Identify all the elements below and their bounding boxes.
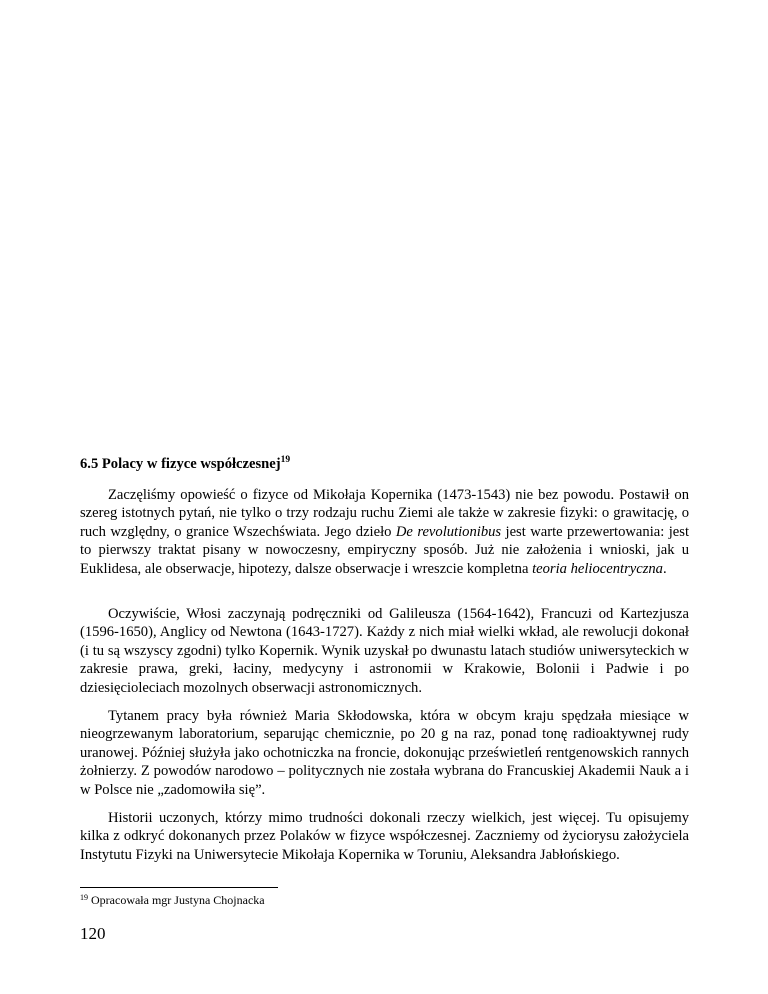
paragraph-text: Zaczęliśmy opowieść o fizyce od Mikołaja Kopernika (1473-1543) nie bez powodu. Postawił on szereg istotnych pytań, nie tylko o trzy rodzaju ruchu Ziemi ale także w zakresie fizyki: o grawitację, o ruch względny, o granice Wszechświata. Jego dzieło [80,487,689,540]
page-number: 120 [80,924,106,943]
section-heading-text: 6.5 Polacy w fizyce współczesnej [80,456,281,472]
footnote-divider [80,887,278,888]
italic-book-title: De revolutionibus [395,523,502,540]
paragraph-history: Historii uczonych, którzy mimo trudności dokonali rzeczy wielkich, jest więcej. Tu opisujemy kilka z odkryć dokonanych przez Polaków w fizyce współczesnej. Zaczniemy od życiorysu założyciela Instytutu Fizyki na Uniwersytecie Mikołaja Kopernika w Toruniu, Aleksandra Jabłońskiego. [80,810,689,863]
paragraph-copernicus [80,486,689,578]
paragraph-text: jest warte przewertowania: jest to pierwszy traktat pisany w nowoczesny, empiryczny sposób. Już nie założenia i wnioski, jak u Euklidesa, ale obserwacje, hipotezy, dalsze obserwacje i wreszcie kompletna [80,523,689,577]
footnote [80,893,265,908]
italic-theory-name: teoria heliocentryczna [532,560,663,577]
section-heading [80,456,290,473]
footnote-number: 19 [80,893,88,902]
paragraph-text: . [662,560,667,577]
paragraph-revolution: Oczywiście, Włosi zaczynają podręczniki od Galileusza (1564-1642), Francuzi od Kartezjusza (1596-1650), Anglicy od Newtona (1643-1727). Każdy z nich miał wielki wkład, ale rewolucji dokonał (i tu są wszyscy zgodni) tylko Kopernik. Wynik uzyskał po dwunastu latach studiów uniwersyteckich w zakresie prawa, greki, łaciny, medycyny i astronomii w Krakowie, Bolonii i Padwie i po dziesięcioleciach mozolnych obserwacji astronomicznych. [80,606,689,696]
footnote-text: Opracowała mgr Justyna Chojnacka [91,893,265,907]
paragraph-sklodowska: Tytanem pracy była również Maria Skłodowska, która w obcym kraju spędzała miesiące w nieogrzewanym laboratorium, separując chemicznie, po 20 g na raz, ponad tonę radioaktywnej rudy uranowej. Później służyła jako ochotniczka na froncie, dokonując prześwietleń rentgenowskich rannych żołnierzy. Z powodów narodowo – politycznych nie została wybrana do Francuskiej Akademii Nauk a i w Polsce nie „zadomowiła się”. [80,708,689,798]
footnote-ref: 19 [280,455,291,465]
